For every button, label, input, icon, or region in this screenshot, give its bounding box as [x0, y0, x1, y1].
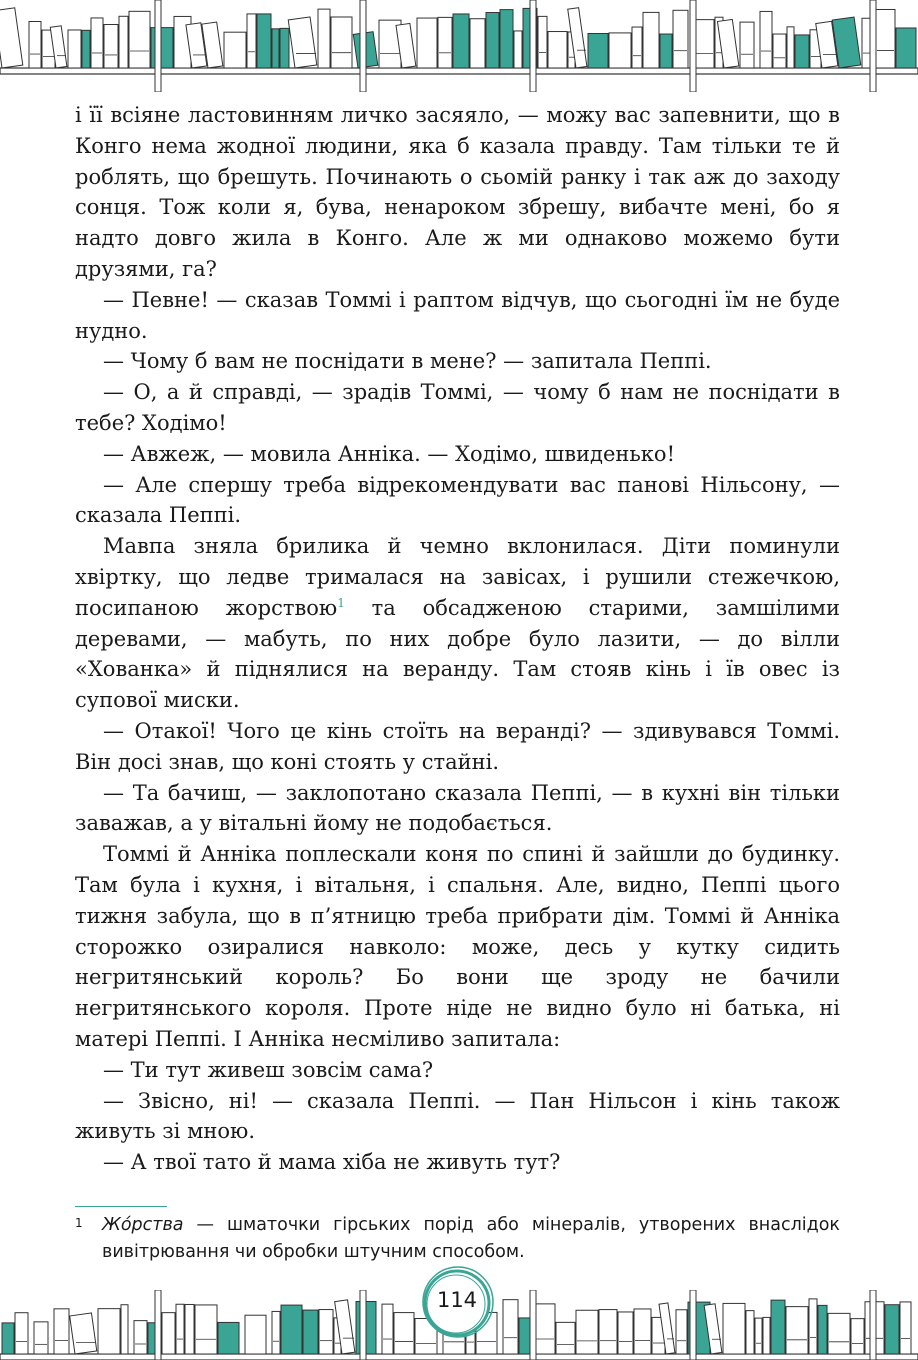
book-spine — [15, 1313, 28, 1354]
shelf-divider — [690, 0, 696, 92]
footnote — [75, 1212, 840, 1266]
book-spine — [851, 1319, 864, 1354]
page-number-badge — [418, 1264, 496, 1342]
footnote-definition: — шматочки гірських порід або мінералів, утворених внаслідок вивітрювання чи обробки штучним способом. — [102, 1215, 840, 1262]
book-spine — [34, 1322, 48, 1354]
book-spine — [818, 1305, 827, 1354]
book-spine — [331, 17, 352, 68]
book-spine — [382, 1304, 393, 1354]
book-spine — [795, 35, 809, 68]
shelf-divider — [530, 0, 536, 92]
book-spine — [618, 1312, 633, 1354]
paragraph: — О, а й справді, — зрадів Томмі, — чому б нам не поснідати в тебе? Ходімо! — [75, 380, 840, 435]
paragraph-text: Мавпа зняла брилика й чемно вклонилася. Діти поминули хвіртку, що ледве трималася на завісах, і рушили стежечкою, посипаною жорствою — [75, 534, 840, 620]
paragraph: — Звісно, ні! — сказала Пеппі. — Пан Нільсон і кінь також живуть зі мною. — [75, 1088, 840, 1144]
book-spine — [121, 1305, 128, 1354]
paragraph: — Але спершу треба відрекомендувати вас панові Нільсону, — сказала Пеппі. — [75, 472, 840, 528]
book-spine — [224, 32, 246, 68]
paragraph: — Авжеж, — мовила Анніка. — Ходімо, швиденько! — [103, 441, 676, 466]
book-spine — [548, 32, 567, 68]
paragraph: — Отакої! Чого це кінь стоїть на веранді? — здивувався Томмі. Він досі знав, що коні стоять у стайні. — [75, 718, 840, 774]
shelf-divider — [155, 1290, 161, 1360]
book-spine — [104, 25, 118, 68]
book-spine — [676, 1310, 687, 1354]
book-spine — [673, 10, 688, 68]
book-spine — [896, 28, 916, 68]
book-spine — [245, 1315, 266, 1354]
book-spine — [162, 1313, 175, 1354]
footnote-marker[interactable]: 1 — [337, 595, 345, 610]
book-spine — [319, 1310, 333, 1354]
book-spine — [54, 1309, 69, 1354]
book-spine — [394, 1313, 414, 1354]
shelf-plank — [0, 68, 918, 74]
shelf-divider — [360, 1290, 366, 1360]
bookshelf-top-graphic — [0, 0, 918, 92]
book-spine — [885, 1305, 899, 1354]
book-spine — [786, 1307, 808, 1354]
paragraph: — Ти тут живеш зовсім сама? — [103, 1057, 434, 1082]
footnote-term: Жо́рства — [102, 1215, 184, 1235]
book-spine — [68, 30, 81, 68]
book-spine — [740, 22, 754, 68]
book-spine — [486, 13, 499, 68]
book-spine — [763, 1317, 770, 1354]
book-spine — [609, 33, 631, 68]
book-spine — [556, 1322, 575, 1354]
book-spine — [773, 34, 786, 68]
footnote-number: 1 — [75, 1216, 83, 1230]
book-spine — [318, 9, 330, 68]
shelf-divider — [155, 0, 161, 92]
book-spine — [809, 1299, 817, 1354]
shelf-plank — [0, 1354, 918, 1360]
book-spine — [70, 1313, 97, 1354]
top-bookshelf-illustration — [0, 0, 918, 92]
page-number: 114 — [436, 1288, 478, 1312]
paragraph: — Певне! — сказав Томмі і раптом відчув, що сьогодні їм не буде нудно. — [75, 287, 840, 343]
book-spine — [288, 17, 317, 68]
book-spine — [257, 14, 271, 68]
book-spine — [272, 1311, 280, 1354]
book-spine — [643, 12, 659, 68]
book-spine — [500, 10, 513, 68]
book-spine — [2, 1323, 14, 1354]
book-spine — [746, 1311, 754, 1354]
paragraph: і її всіяне ластовинням личко засяяло, — можу вас запевнити, що в Конго нема жодної людини, яка б казала правду. Там тільки те й роблять, що брешуть. Починають о сьомій ранку і так аж до заходу сонця. Тож коли я, бува, ненароком збрешу, вибачте мені, бо я надто довго жила в Конго. Але ж ми однаково можемо бути друзями, га? — [75, 103, 840, 281]
book-spine — [82, 30, 90, 68]
book-spine — [119, 16, 128, 68]
book-spine — [634, 1309, 651, 1354]
book-spine — [195, 1305, 217, 1354]
book-spine — [151, 28, 173, 68]
book-spine — [129, 11, 150, 68]
book-spine — [694, 20, 714, 68]
book-spine — [771, 1300, 785, 1354]
main-text — [75, 100, 840, 1178]
book-spine — [660, 34, 672, 68]
book-spine — [185, 1304, 194, 1354]
book-spine — [417, 18, 437, 68]
book-spine — [91, 18, 103, 68]
book-spine — [453, 14, 469, 68]
paragraph: — Та бачиш, — заклопотано сказала Пеппі, — в кухні він тільки заважав, а у вітальні йому не подобається. — [75, 780, 840, 836]
book-spine — [247, 14, 256, 68]
book-spine — [723, 1303, 745, 1354]
book-spine — [281, 1305, 302, 1354]
book-spine — [576, 1310, 598, 1354]
book-spine — [632, 27, 642, 68]
book-spine — [272, 29, 279, 68]
book-spine — [828, 1313, 850, 1354]
book-spine — [514, 31, 522, 68]
book-spine — [755, 1318, 762, 1354]
shelf-divider — [530, 1290, 536, 1360]
shelf-divider — [690, 1290, 696, 1360]
book-spine — [760, 11, 772, 68]
footnote-divider — [75, 1206, 167, 1207]
book-spine — [438, 17, 452, 68]
footnote-text — [75, 1212, 840, 1266]
book-spine — [588, 34, 608, 68]
book-spine — [98, 1309, 120, 1354]
paragraph: — А твої тато й мама хіба не живуть тут? — [103, 1150, 561, 1175]
book-spine — [280, 28, 289, 68]
book-spine — [900, 1302, 911, 1354]
book-spine — [876, 9, 895, 68]
paragraph: — Чому б вам не поснідати в мене? — запитала Пеппі. — [103, 349, 712, 374]
shelf-divider — [360, 0, 366, 92]
book-spine — [538, 16, 547, 68]
book-spine — [176, 1304, 184, 1354]
shelf-divider — [870, 1290, 876, 1360]
paragraph-with-footnote — [75, 531, 840, 716]
book-spine — [0, 8, 23, 68]
book-spine — [29, 21, 41, 68]
book-spine — [787, 27, 794, 68]
paragraph: Томмі й Анніка поплескали коня по спині й зайшли до будинку. Там була і кухня, і вітальня, і спальня. Але, видно, Пеппі цього тижня забула, що в п’ятницю треба прибрати дім. Томмі й Анніка сторожко озиралися навколо: може, десь у кутку сидить негритянський король? Бо вони ще зроду не бачили негритянського короля. Проте ніде не видно було ні батька, ні матері Пеппі. І Анніка несміливо запитала: — [75, 842, 840, 1051]
book-spine — [134, 1321, 147, 1354]
paragraph-text: та обсадженою старими, замшілими деревами, — мабуть, по них добре було лазити, — до вілли «Хованка» й піднялися на веранду. Там стояв кінь і їв овес із супової миски. — [75, 595, 840, 713]
book-spine — [218, 1322, 239, 1354]
book-spine — [599, 1310, 617, 1354]
book-spine — [503, 1300, 518, 1354]
book-spine — [303, 1310, 318, 1354]
shelf-divider — [870, 0, 876, 92]
book-spine — [470, 19, 485, 68]
